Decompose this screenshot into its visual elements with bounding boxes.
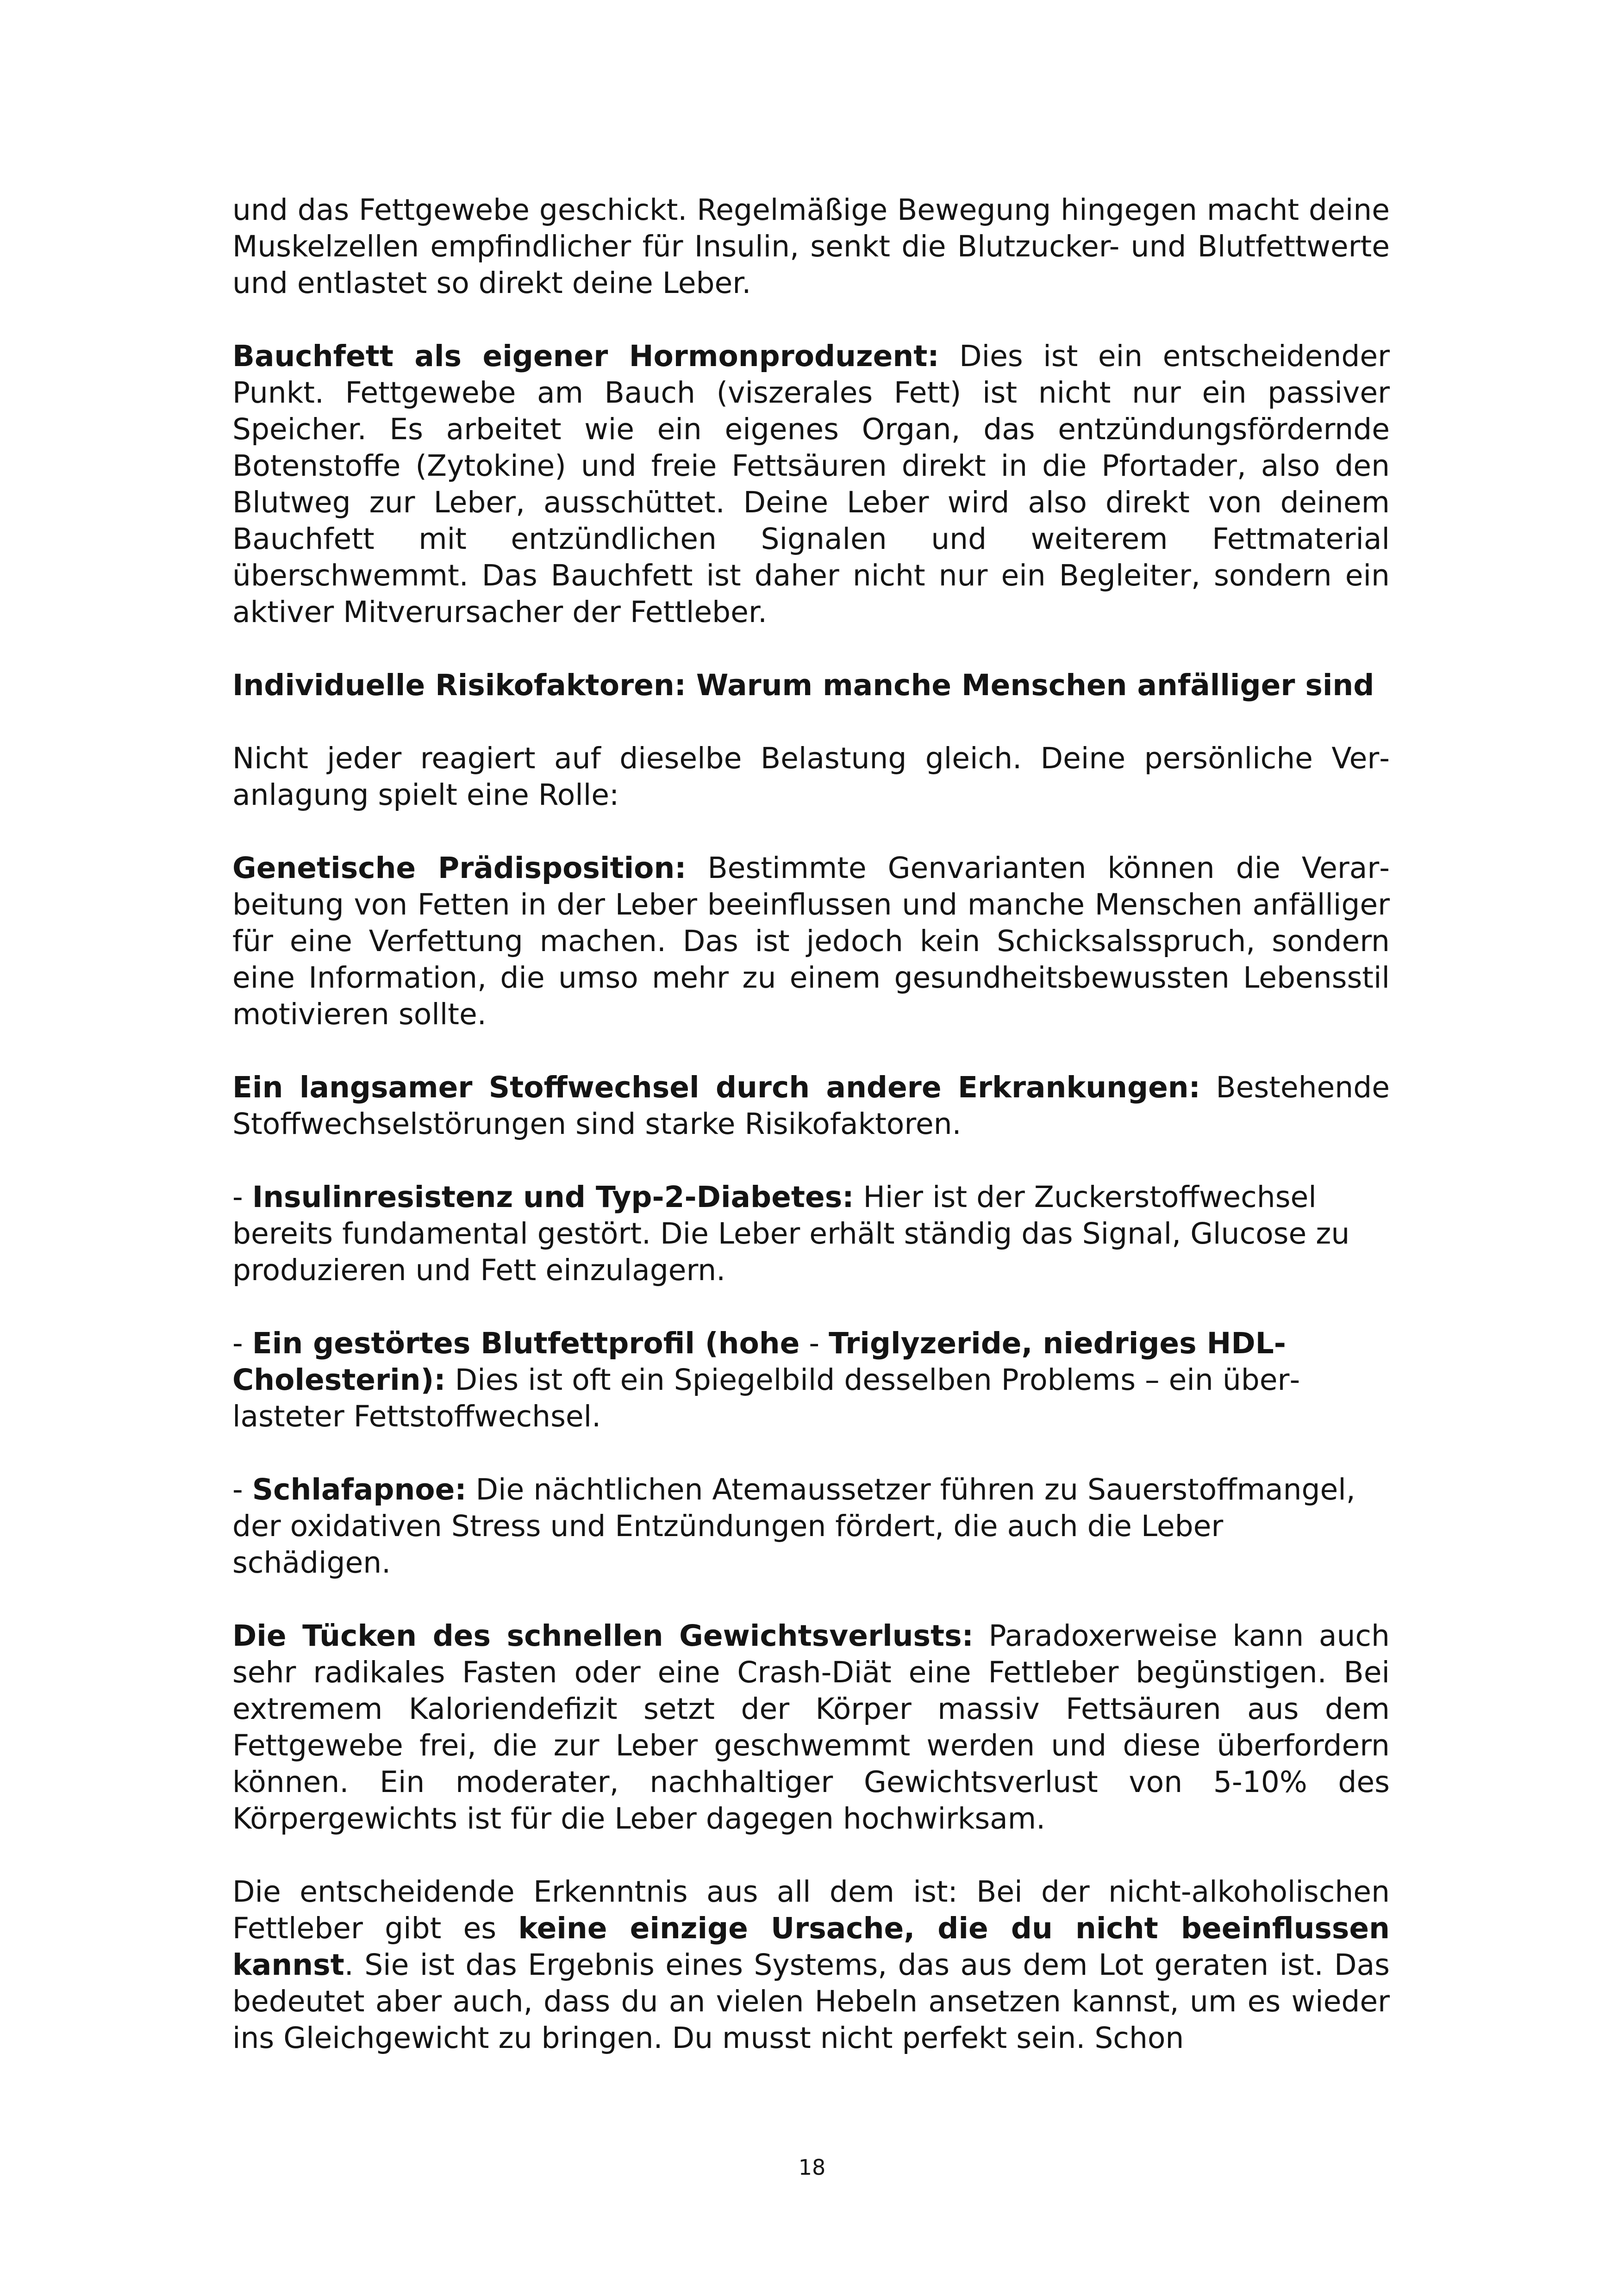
list-item-heading: Insulinresistenz und Typ-2-Diabetes: — [252, 1180, 854, 1214]
paragraph-heading: Die Tücken des schnellen Gewichtsverlusts: — [232, 1619, 974, 1653]
paragraph-heading: Genetische Prädisposition: — [232, 851, 687, 885]
section-heading-text: Individuelle Risikofaktoren: Warum manche Menschen anfälliger sind — [232, 668, 1374, 702]
list-bullet: - — [232, 1180, 252, 1214]
paragraph-text: Dies ist ein entscheidender Punkt. Fettgewebe am Bauch (viszerales Fett) ist nicht nur ein passiver Speicher. Es arbeitet wie ein eigenes Organ, das entzündungsfördernde Botenstoffe (Zytokine) und freie Fettsäuren direkt in die Pfortader, also den Blutweg zur Leber, ausschüttet. Deine Leber wird also direkt von deinem Bauchfett mit entzündlichen Signalen und weiterem Fettmaterial überschwemmt. Das Bauchfett ist daher nicht nur ein Begleiter, sondern ein aktiver Mitverursacher der Fettleber. — [232, 339, 1390, 629]
list-item-heading-part2: Triglyzeride, niedriges HDL-Cholesterin): — [232, 1326, 1286, 1397]
list-item-heading-part1: Ein gestörtes Blutfettprofil (hohe — [252, 1326, 800, 1360]
paragraph-emphasis: keine einzige Ursache, die du nicht beeinflussen kannst — [232, 1911, 1390, 1982]
paragraph-veranlagung — [232, 740, 1390, 813]
paragraph-text: Bestimmte Genvarianten können die Verarbeitung von Fetten in der Leber beeinflussen und manche Menschen anfälliger für eine Verfettung machen. Das ist jedoch kein Schicksalsspruch, sondern eine Information, die umso mehr zu einem gesundheitsbewussten Lebensstil motivieren sollte. — [232, 851, 1390, 1031]
list-item-insulinresistenz — [232, 1179, 1390, 1288]
paragraph-intro-continuation — [232, 192, 1390, 301]
paragraph-heading: Ein langsamer Stoffwechsel durch andere Erkrankungen: — [232, 1070, 1200, 1104]
list-bullet: - — [232, 1326, 252, 1360]
list-item-text: Dies ist oft ein Spiegelbild desselben Problems – ein überlasteter Fettstoffwechsel. — [232, 1363, 1300, 1433]
paragraph-text: und das Fettgewebe geschickt. Regelmäßige Bewegung hingegen macht deine Muskelzellen empfindlicher für Insulin, senkt die Blutzucker- und Blutfettwerte und entlastet so direkt deine Leber. — [232, 193, 1390, 300]
page-number: 18 — [798, 2155, 826, 2180]
paragraph-erkenntnis — [232, 1873, 1390, 2056]
list-item-schlafapnoe — [232, 1471, 1390, 1581]
paragraph-gewichtsverlust — [232, 1618, 1390, 1837]
list-item-heading: Schlafapnoe: — [252, 1473, 467, 1506]
paragraph-stoffwechsel — [232, 1069, 1390, 1142]
paragraph-text-end: . Sie ist das Ergebnis eines Systems, das aus dem Lot geraten ist. Das bedeutet aber auch, dass du an vielen Hebeln ansetzen kannst, um es wieder ins Gleichgewicht zu bringen. Du musst nicht perfekt sein. Schon — [232, 1948, 1390, 2055]
paragraph-heading: Bauchfett als eigener Hormonproduzent: — [232, 339, 939, 373]
paragraph-genetik — [232, 850, 1390, 1033]
paragraph-text: Bestehende Stoffwechselstörungen sind starke Risikofaktoren. — [232, 1070, 1390, 1141]
list-item-text: Die nächtlichen Atemaussetzer führen zu Sauerstoffmangel, der oxidativen Stress und Entzündungen fördert, die auch die Leber schädigen. — [232, 1473, 1355, 1580]
paragraph-text-start: Die entscheidende Erkenntnis aus all dem ist: Bei der nicht-alkoholischen Fettleber gibt es — [232, 1875, 1390, 1945]
list-item-text: Hier ist der Zuckerstoffwechsel bereits fundamental gestört. Die Leber erhält ständig das Signal, Glucose zu produzieren und Fett einzulagern. — [232, 1180, 1350, 1287]
list-bullet: - — [232, 1473, 252, 1506]
paragraph-text: Nicht jeder reagiert auf dieselbe Belastung gleich. Deine persönliche Veranlagung spielt eine Rolle: — [232, 741, 1390, 812]
list-item-separator: - — [800, 1326, 829, 1360]
list-item-blutfettprofil — [232, 1325, 1390, 1435]
paragraph-text: Paradoxerweise kann auch sehr radikales Fasten oder eine Crash-Diät eine Fettleber begünstigen. Bei extremem Kaloriendefizit setzt der Körper massiv Fettsäuren aus dem Fettgewebe frei, die zur Leber geschwemmt werden und diese überfordern können. Ein moderater, nachhaltiger Gewichtsverlust von 5-10% des Körpergewichts ist für die Leber dagegen hochwirksam. — [232, 1619, 1390, 1836]
paragraph-bauchfett — [232, 338, 1390, 630]
section-heading-risikofaktoren — [232, 667, 1390, 703]
body-text — [232, 192, 1390, 2093]
